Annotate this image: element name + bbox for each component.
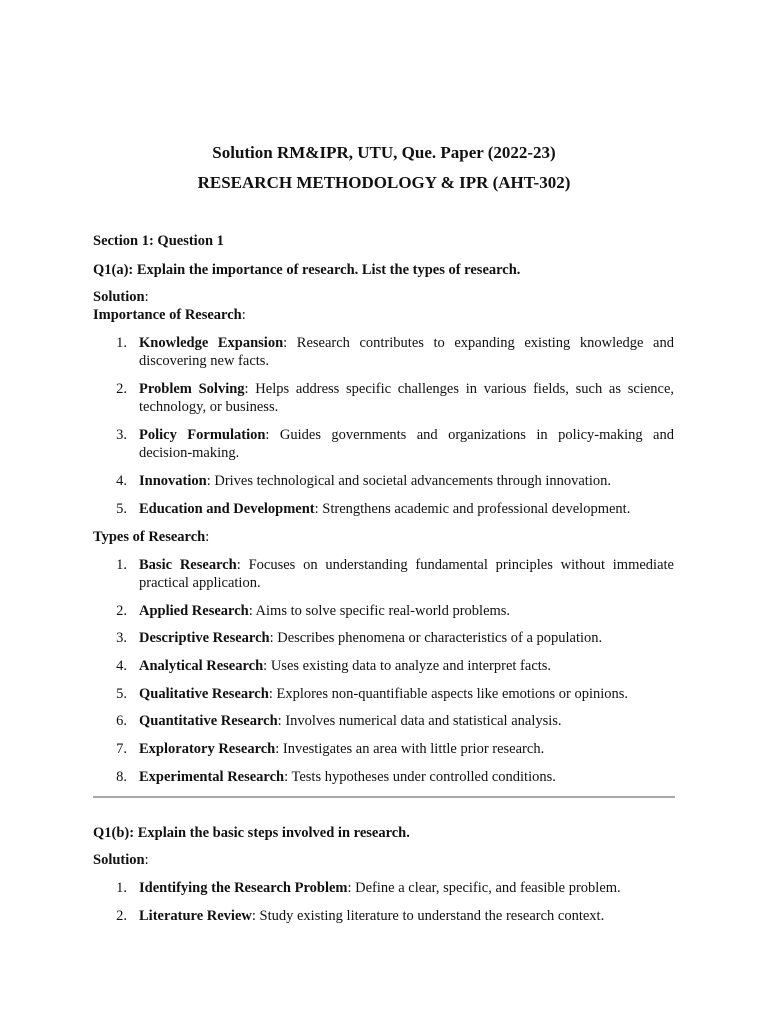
- question-q1b: Q1(b): Explain the basic steps involved in research.: [93, 825, 410, 841]
- solution-label-q1a: Solution:: [93, 289, 149, 305]
- document-title: Solution RM&IPR, UTU, Que. Paper (2022-23): [212, 143, 556, 162]
- horizontal-divider: [93, 796, 675, 798]
- solution-label-q1b: Solution:: [93, 852, 149, 868]
- importance-heading: Importance of Research:: [93, 307, 246, 323]
- section-heading: Section 1: Question 1: [93, 233, 224, 249]
- question-q1a: Q1(a): Explain the importance of research. List the types of research.: [93, 262, 521, 278]
- types-heading: Types of Research:: [93, 529, 210, 545]
- document-page: Solution RM&IPR, UTU, Que. Paper (2022-23) RESEARCH METHODOLOGY & IPR (AHT-302) Section 1: Question 1 Q1(a): Explain the importance of research. List the types of research. Solution: Importance of Research: 1. Knowledge Expansion: Research contributes to expanding existing knowledge and discovering new facts. 2. Problem Solving: Helps address specific challenges in various fields, such as science, technology, or business. 3. Policy Formulation: Guides governments and organizations in policy-making and decision-making. 4. Innovation: Drives technological and societal advancements through innovation. 5. Education and Development: Strengthens academic and professional development. Types of Research: 1. Basic Research: Focuses on understanding fundamental principles without immediate practical application. 2. Applied Research: Aims to solve specific real-world problems. 3. Descriptive Research: Describes phenomena or characteristics of a population. 4. Analytical Research: Uses existing data to analyze and interpret facts. 5. Qualitative Research: Explores non-quantifiable aspects like emotions or opinions. 6. Quantitative Research: Involves numerical data and statistical analysis. 7. Exploratory Research: Investigates an area with little prior research. 8. Experimental Research: Tests hypotheses under controlled conditions. Q1(b): Explain the basic steps involved in research. Solution: 1. Identifying the Research Problem: Define a clear, specific, and feasible problem. 2. Literature Review: Study existing literature to understand the research context.: [0, 0, 768, 1024]
- document-subtitle: RESEARCH METHODOLOGY & IPR (AHT-302): [197, 173, 571, 192]
